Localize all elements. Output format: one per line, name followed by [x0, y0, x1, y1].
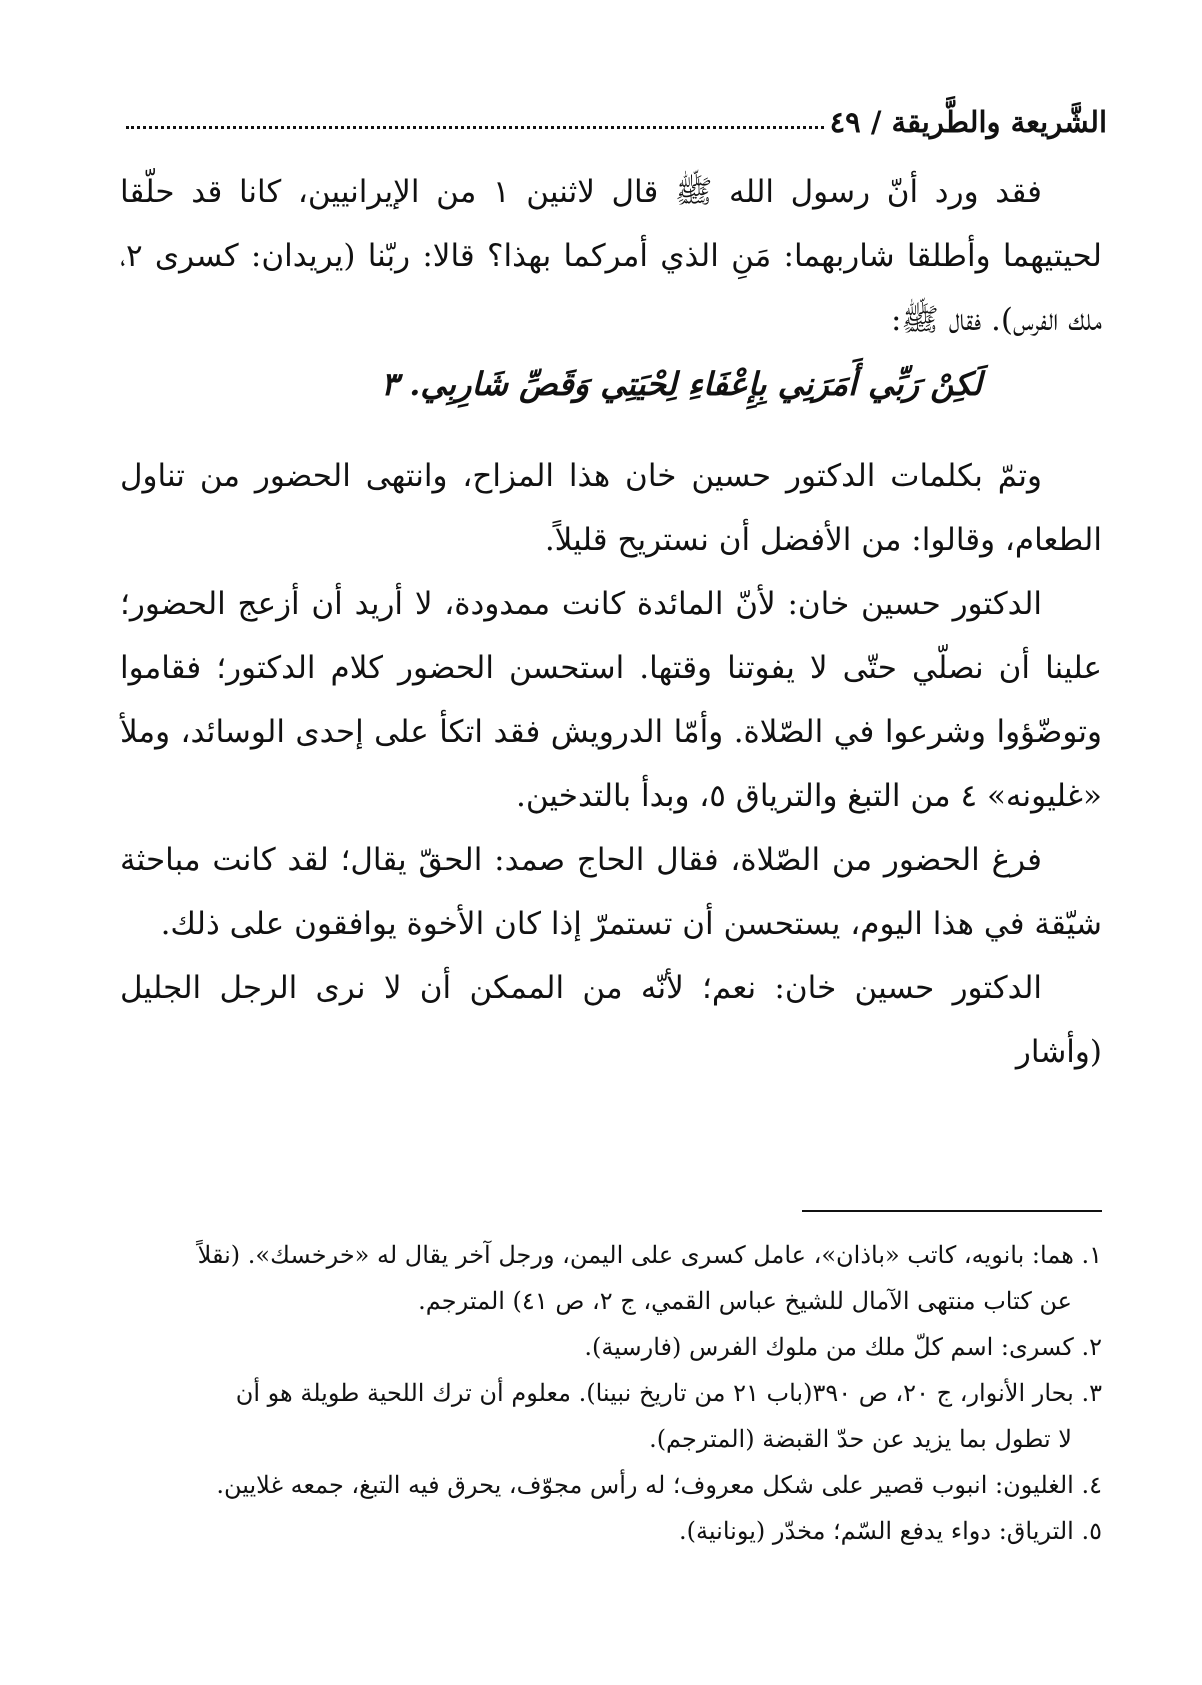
- footnote-3: [120, 1370, 1102, 1462]
- header-dotted-leader: [126, 125, 824, 129]
- footnote-5: ٥. الترياق: دواء يدفع السّم؛ مخدّر (يونانية).: [679, 1517, 1102, 1545]
- footnote-1: [120, 1232, 1102, 1324]
- footnotes: [120, 1232, 1102, 1554]
- footnote-3-line-2: لا تطول بما يزيد عن حدّ القبضة (المترجم).: [649, 1425, 1072, 1453]
- paragraph-3: الدكتور حسين خان: لأنّ المائدة كانت ممدودة، لا أريد أن أزعج الحضور؛ علينا أن نصلّي حتّى لا يفوتنا وقتها. استحسن الحضور كلام الدكتور؛ فقاموا وتوضّؤوا وشرعوا في الصّلاة. وأمّا الدرويش فقد اتكأ على إحدى الوسائد، وملأ «غليونه» ٤ من التبغ والترياق ٥، وبدأ بالتدخين.: [120, 586, 1102, 814]
- paragraph-1: فقد ورد أنّ رسول الله ﷺ قال لاثنين ١ من الإيرانيين، كانا قد حلّقا لحيتيهما وأطلقا شاربهما: مَنِ الذي أمركما بهذا؟ قالا: ربّنا (يريدان: كسرى ٢، ملك الفرس). فقال ﷺ:: [120, 174, 1102, 338]
- footnote-1-line-2: عن كتاب منتهى الآمال للشيخ عباس القمي، ج ٢، ص ٤١) المترجم.: [418, 1287, 1072, 1315]
- paragraph-4: فرغ الحضور من الصّلاة، فقال الحاج صمد: الحقّ يقال؛ لقد كانت مباحثة شيّقة في هذا اليوم، يستحسن أن تستمرّ إذا كان الأخوة يوافقون على ذلك.: [120, 842, 1102, 942]
- main-text: [120, 160, 1102, 1084]
- footnote-4: ٤. الغليون: انبوب قصير على شكل معروف؛ له رأس مجوّف، يحرق فيه التبغ، جمعه غلايين.: [216, 1471, 1102, 1499]
- paragraph-5: الدكتور حسين خان: نعم؛ لأنّه من الممكن أن لا نرى الرجل الجليل (وأشار: [120, 970, 1102, 1070]
- page-header: [120, 95, 1107, 139]
- running-title: الشَّريعة والطَّريقة / ٤٩: [829, 105, 1107, 139]
- footnote-3-line-1: ٣. بحار الأنوار، ج ٢٠، ص ٣٩٠(باب ٢١ من تاريخ نبينا). معلوم أن ترك اللحية طويلة هو أن: [235, 1379, 1102, 1407]
- footnote-2: ٢. كسرى: اسم كلّ ملك من ملوك الفرس (فارسية).: [584, 1333, 1102, 1361]
- footnote-1-line-1: ١. هما: بانويه، كاتب «باذان»، عامل كسرى على اليمن، ورجل آخر يقال له «خرخسك». (نقلاً: [197, 1241, 1102, 1269]
- paragraph-2: وتمّ بكلمات الدكتور حسين خان هذا المزاح، وانتهى الحضور من تناول الطعام، وقالوا: من الأفضل أن نستريح قليلاً.: [120, 458, 1102, 558]
- hadith-quote: لَكِنْ رَبِّي أَمَرَنِي بِإِعْفَاءِ لِحْيَتِي وَقَصِّ شَارِبِي. ٣: [380, 365, 982, 403]
- footnote-separator: [802, 1210, 1102, 1212]
